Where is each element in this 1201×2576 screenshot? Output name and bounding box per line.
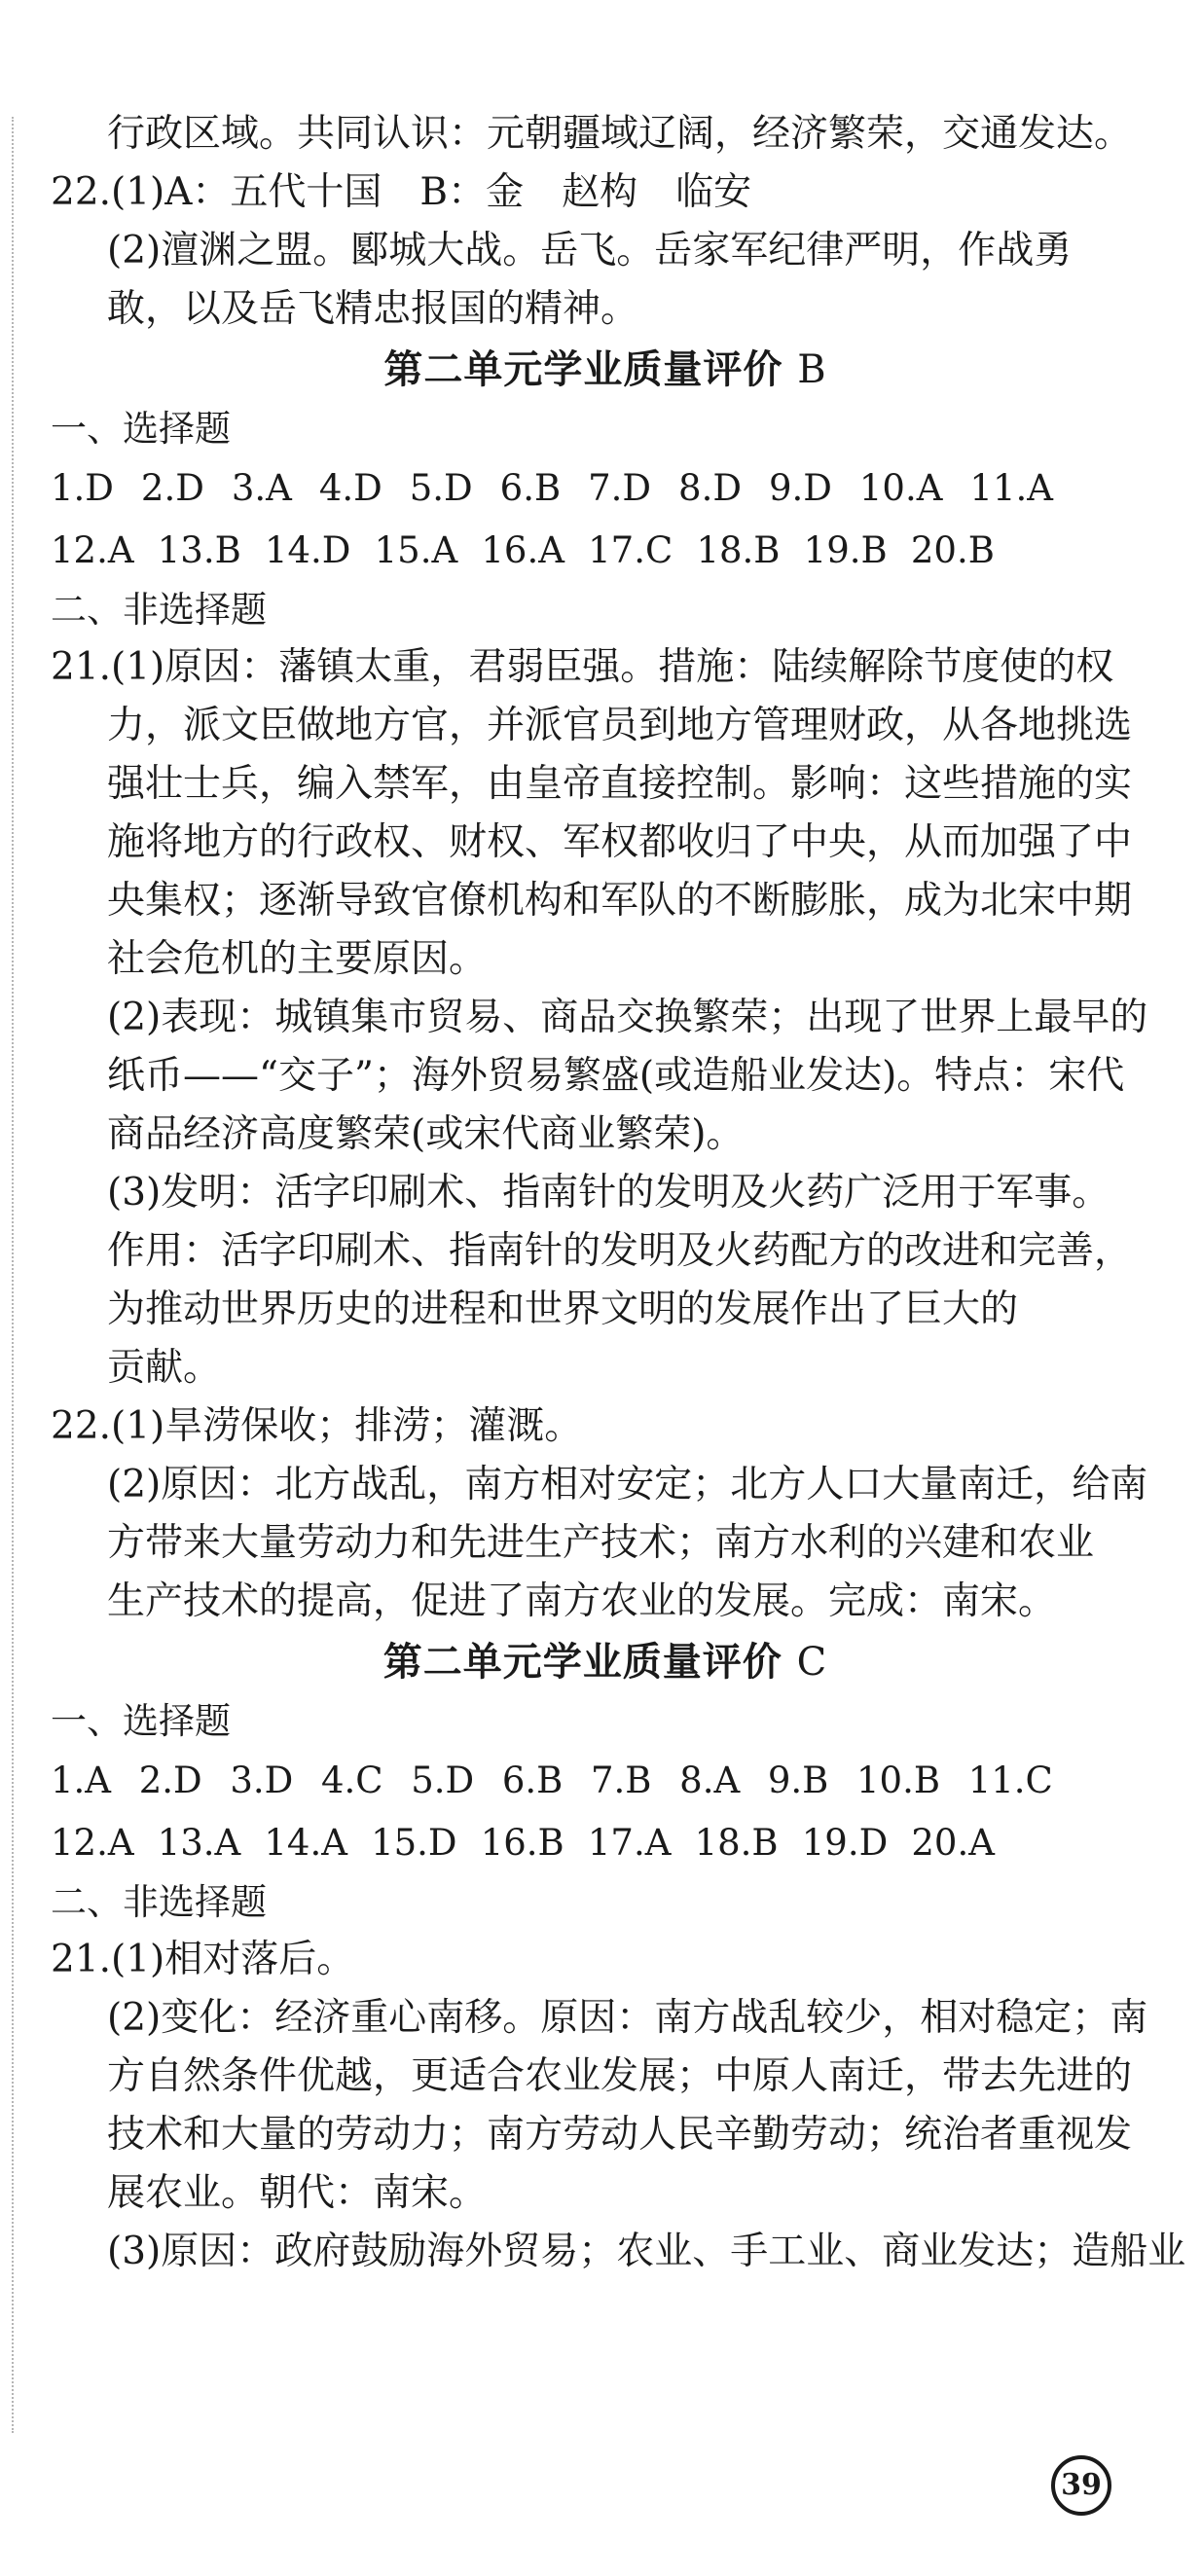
subsection-multiple-choice: 一、选择题 xyxy=(51,408,231,450)
answer-row-2 xyxy=(51,520,995,582)
text-line: 力，派文臣做地方官，并派官员到地方管理财政，从各地挑选 xyxy=(107,704,1133,747)
text-line: 生产技术的提高，促进了南方农业的发展。完成：南宋。 xyxy=(107,1579,1057,1623)
section-heading-b xyxy=(51,339,1160,401)
question-21-part3: (3)发明：活字印刷术、指南针的发明及火药广泛用于军事。 xyxy=(107,1171,1110,1215)
answer: 10.A xyxy=(858,467,943,509)
answer: 18.B xyxy=(694,1822,779,1864)
text-line: 作用：活字印刷术、指南针的发明及火药配方的改进和完善， xyxy=(107,1229,1133,1273)
answer: 9.B xyxy=(767,1760,829,1801)
section-heading-c xyxy=(51,1631,1160,1693)
answer: 16.A xyxy=(481,529,564,571)
answer: 16.B xyxy=(480,1822,564,1864)
answer: 15.D xyxy=(371,1822,457,1864)
answer: 7.D xyxy=(588,467,652,509)
question-22-part2: (2)原因：北方战乱，南方相对安定；北方人口大量南迁，给南 xyxy=(107,1463,1148,1506)
question-21-part3: (3)原因：政府鼓励海外贸易；农业、手工业、商业发达；造船业 xyxy=(107,2230,1186,2273)
text-line: 商品经济高度繁荣(或宋代商业繁荣)。 xyxy=(107,1112,745,1156)
page-content xyxy=(51,105,1186,2281)
answer: 1.D xyxy=(51,467,114,509)
answer: 11.A xyxy=(969,467,1053,509)
answer: 18.B xyxy=(696,529,781,571)
answer: 15.A xyxy=(374,529,458,571)
answer: 13.B xyxy=(157,529,241,571)
text-line: 为推动世界历史的进程和世界文明的发展作出了巨大的 xyxy=(107,1288,1019,1331)
answer: 17.C xyxy=(588,529,673,571)
answer-row-1 xyxy=(51,457,1053,520)
text-line: 央集权；逐渐导致官僚机构和军队的不断膨胀，成为北宋中期 xyxy=(107,879,1133,923)
subsection-non-choice: 二、非选择题 xyxy=(51,1881,267,1923)
answer: 17.A xyxy=(587,1822,672,1864)
answer: 2.D xyxy=(138,1760,202,1801)
text-line: 强壮士兵，编入禁军，由皇帝直接控制。影响：这些措施的实 xyxy=(107,762,1133,806)
heading-title: 第二单元学业质量评价 xyxy=(383,347,783,392)
answer: 14.A xyxy=(264,1822,347,1864)
answer-row-2 xyxy=(51,1812,995,1874)
subsection-multiple-choice: 一、选择题 xyxy=(51,1700,231,1742)
text-line: 展农业。朝代：南宋。 xyxy=(107,2171,488,2215)
page-number: 39 xyxy=(1051,2455,1111,2516)
text-line: 社会危机的主要原因。 xyxy=(107,937,488,981)
answer: 5.D xyxy=(409,467,473,509)
text-line: 纸币——“交子”；海外贸易繁盛(或造船业发达)。特点：宋代 xyxy=(107,1054,1125,1098)
text-line: 方自然条件优越，更适合农业发展；中原人南迁，带去先进的 xyxy=(107,2054,1133,2098)
text-line: 敢，以及岳飞精忠报国的精神。 xyxy=(107,287,639,331)
answer: 20.B xyxy=(910,529,995,571)
answer: 10.B xyxy=(856,1760,941,1801)
answer: 12.A xyxy=(51,529,134,571)
answer: 13.A xyxy=(157,1822,241,1864)
question-21-part1: 21.(1)原因：藩镇太重，君弱臣强。措施：陆续解除节度使的权 xyxy=(51,645,1114,689)
answer: 4.C xyxy=(320,1760,383,1801)
answer: 7.B xyxy=(591,1760,652,1801)
answer: 3.D xyxy=(230,1760,294,1801)
question-22-part1: 22.(1)旱涝保收；排涝；灌溉。 xyxy=(51,1404,583,1448)
question-21-part2: (2)变化：经济重心南移。原因：南方战乱较少，相对稳定；南 xyxy=(107,1996,1148,2040)
text-line: 技术和大量的劳动力；南方劳动人民辛勤劳动；统治者重视发 xyxy=(107,2113,1133,2157)
question-22-part1: 22.(1)A：五代十国 B：金 赵构 临安 xyxy=(51,170,752,214)
answer-row-1 xyxy=(51,1750,1053,1812)
answer: 19.B xyxy=(803,529,888,571)
answer: 5.D xyxy=(411,1760,475,1801)
answer: 8.A xyxy=(679,1760,741,1801)
answer: 1.A xyxy=(51,1760,112,1801)
answer: 6.B xyxy=(501,1760,564,1801)
heading-title: 第二单元学业质量评价 xyxy=(382,1640,782,1685)
answer: 4.D xyxy=(318,467,382,509)
subsection-non-choice: 二、非选择题 xyxy=(51,589,267,631)
question-21-part1: 21.(1)相对落后。 xyxy=(51,1938,355,1981)
text-line: 方带来大量劳动力和先进生产技术；南方水利的兴建和农业 xyxy=(107,1521,1095,1565)
heading-letter: B xyxy=(797,347,827,392)
answer: 8.D xyxy=(678,467,743,509)
text-line: 行政区域。共同认识：元朝疆域辽阔，经济繁荣，交通发达。 xyxy=(107,112,1133,156)
answer: 9.D xyxy=(768,467,832,509)
answer: 11.C xyxy=(967,1760,1053,1801)
question-22-part2: (2)澶渊之盟。郾城大战。岳飞。岳家军纪律严明，作战勇 xyxy=(107,229,1073,272)
answer: 12.A xyxy=(51,1822,134,1864)
answer: 19.D xyxy=(801,1822,889,1864)
answer: 6.B xyxy=(499,467,562,509)
heading-letter: C xyxy=(796,1640,828,1685)
answer: 14.D xyxy=(264,529,351,571)
text-line: 施将地方的行政权、财权、军权都收归了中央，从而加强了中 xyxy=(107,820,1133,864)
answer: 3.A xyxy=(231,467,292,509)
question-21-part2: (2)表现：城镇集市贸易、商品交换繁荣；出现了世界上最早的 xyxy=(107,996,1148,1039)
text-line: 贡献。 xyxy=(107,1346,222,1390)
binding-margin-line xyxy=(12,117,14,2433)
answer: 20.A xyxy=(911,1822,995,1864)
answer: 2.D xyxy=(140,467,204,509)
